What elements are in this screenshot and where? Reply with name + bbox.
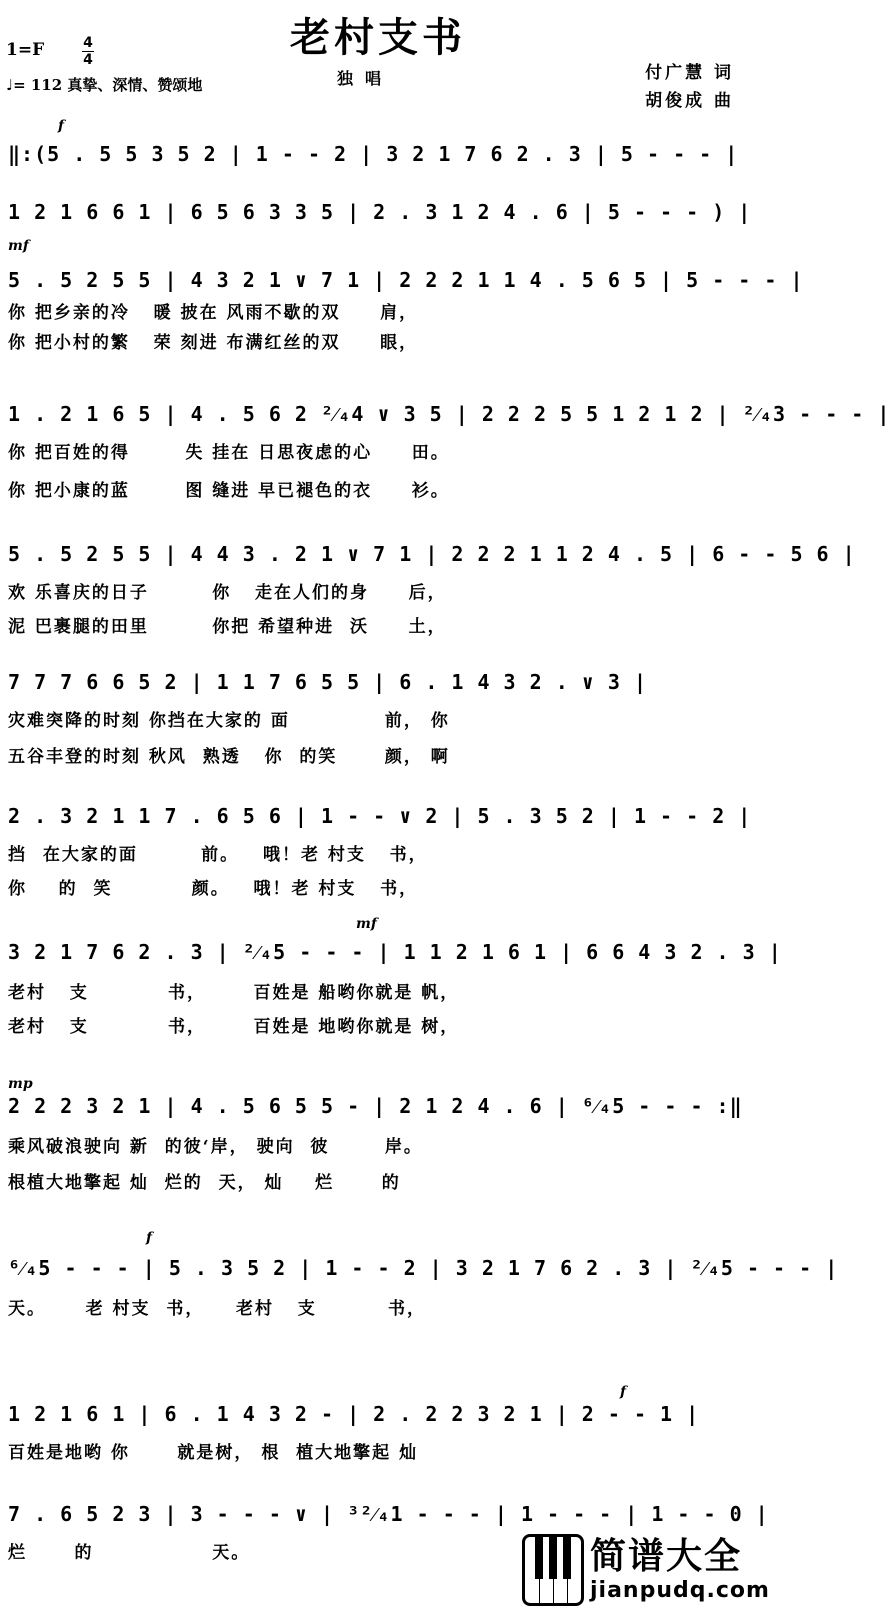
meter-bottom: 4 (83, 52, 93, 68)
lyric-line: 乘风破浪驶向 新 的彼‘岸， 驶向 彼 岸。 (8, 1137, 423, 1157)
lyric-line: 根植大地擎起 灿 烂的 天， 灿 烂 的 (8, 1173, 401, 1193)
notation-row: 5 . 5 2 5 5 | 4 3 2 1 ∨ 7 1 | 2 2 2 1 1 4 . 5 6 5 | 5 - - - | (8, 268, 804, 292)
lyric-line: 你 把百姓的得 失 挂在 日思夜虑的心 田。 (8, 443, 450, 463)
lyric-line: 老村 支 书， 百姓是 地哟你就是 树， (8, 1017, 460, 1037)
dynamic-mark: mp (8, 1076, 33, 1092)
meter-top: 4 (83, 35, 93, 51)
dynamic-mark: mf (8, 238, 29, 254)
notation-row: 1 2 1 6 1 | 6 . 1 4 3 2 - | 2 . 2 2 3 2 1 | 2 - - 1 | (8, 1402, 700, 1426)
lyric-line: 百姓是地哟 你 就是树， 根 植大地擎起 灿 (8, 1443, 419, 1463)
notation-row: 3 2 1 7 6 2 . 3 | ²⁄₄5 - - - | 1 1 2 1 6 1 | 6 6 4 3 2 . 3 | (8, 940, 782, 964)
watermark-url: jianpudq.com (590, 1578, 770, 1603)
lyric-line: 你 把小康的蓝 图 缝进 早已褪色的衣 衫。 (8, 481, 450, 501)
notation-row: 7 7 7 6 6 5 2 | 1 1 7 6 5 5 | 6 . 1 4 3 2 . ∨ 3 | (8, 670, 648, 694)
dynamic-mark: f (146, 1230, 153, 1246)
composer-credit: 胡俊成 曲 (645, 91, 734, 111)
lyric-line: 你 的 笑 颜。 哦！老 村支 书， (8, 879, 419, 899)
notation-row: 1 . 2 1 6 5 | 4 . 5 6 2 ²⁄₄4 ∨ 3 5 | 2 2 2 5 5 1 2 1 2 | ²⁄₄3 - - - | (8, 402, 890, 426)
lyric-line: 挡 在大家的面 前。 哦！老 村支 书， (8, 845, 428, 865)
key-signature: 1=F (6, 40, 45, 60)
notation-row: ⁶⁄₄5 - - - | 5 . 3 5 2 | 1 - - 2 | 3 2 1 7 6 2 . 3 | ²⁄₄5 - - - | (8, 1256, 839, 1280)
notation-row: 2 . 3 2 1 1 7 . 6 5 6 | 1 - - ∨ 2 | 5 . 3 5 2 | 1 - - 2 | (8, 804, 752, 828)
lyric-line: 烂 的 天。 (8, 1543, 251, 1563)
lyric-line: 你 把小村的繁 荣 刻进 布满红丝的双 眼， (8, 333, 419, 353)
lyric-line: 欢 乐喜庆的日子 你 走在人们的身 后， (8, 583, 447, 603)
dynamic-mark: mf (356, 916, 377, 932)
notation-row: 1 2 1 6 6 1 | 6 5 6 3 3 5 | 2 . 3 1 2 4 . 6 | 5 - - - ) | (8, 200, 752, 224)
notation-row: 5 . 5 2 5 5 | 4 4 3 . 2 1 ∨ 7 1 | 2 2 2 1 1 2 4 . 5 | 6 - - 5 6 | (8, 542, 856, 566)
lyric-line: 老村 支 书， 百姓是 船哟你就是 帆， (8, 983, 460, 1003)
tempo-marking: ♩= 112 真挚、深情、赞颂地 (6, 76, 203, 94)
lyric-line: 泥 巴裹腿的田里 你把 希望种进 沃 土， (8, 617, 447, 637)
watermark-name: 简谱大全 (590, 1536, 743, 1577)
time-signature (82, 36, 94, 67)
lyricist-credit: 付广慧 词 (645, 63, 734, 83)
dynamic-mark: f (620, 1384, 627, 1400)
performance-type: 独唱 (337, 69, 394, 88)
lyric-line: 你 把乡亲的冷 暖 披在 风雨不歇的双 肩， (8, 303, 419, 323)
notation-row: 2 2 2 3 2 1 | 4 . 5 6 5 5 - | 2 1 2 4 . 6 | ⁶⁄₄5 - - - :‖ (8, 1094, 743, 1118)
notation-row: 7 . 6 5 2 3 | 3 - - - ∨ | ³²⁄₄1 - - - | 1 - - - | 1 - - 0 | (8, 1502, 769, 1526)
dynamic-mark: f (58, 118, 65, 134)
lyric-line: 天。 老 村支 书， 老村 支 书， (8, 1299, 427, 1319)
notation-row: ‖:(5 . 5 5 3 5 2 | 1 - - 2 | 3 2 1 7 6 2 . 3 | 5 - - - | (8, 142, 739, 166)
lyric-line: 灾难突降的时刻 你挡在大家的 面 前， 你 (8, 711, 450, 731)
piano-icon (522, 1534, 584, 1606)
song-title: 老村支书 (290, 14, 466, 61)
lyric-line: 五谷丰登的时刻 秋风 熟透 你 的笑 颜， 啊 (8, 747, 450, 767)
